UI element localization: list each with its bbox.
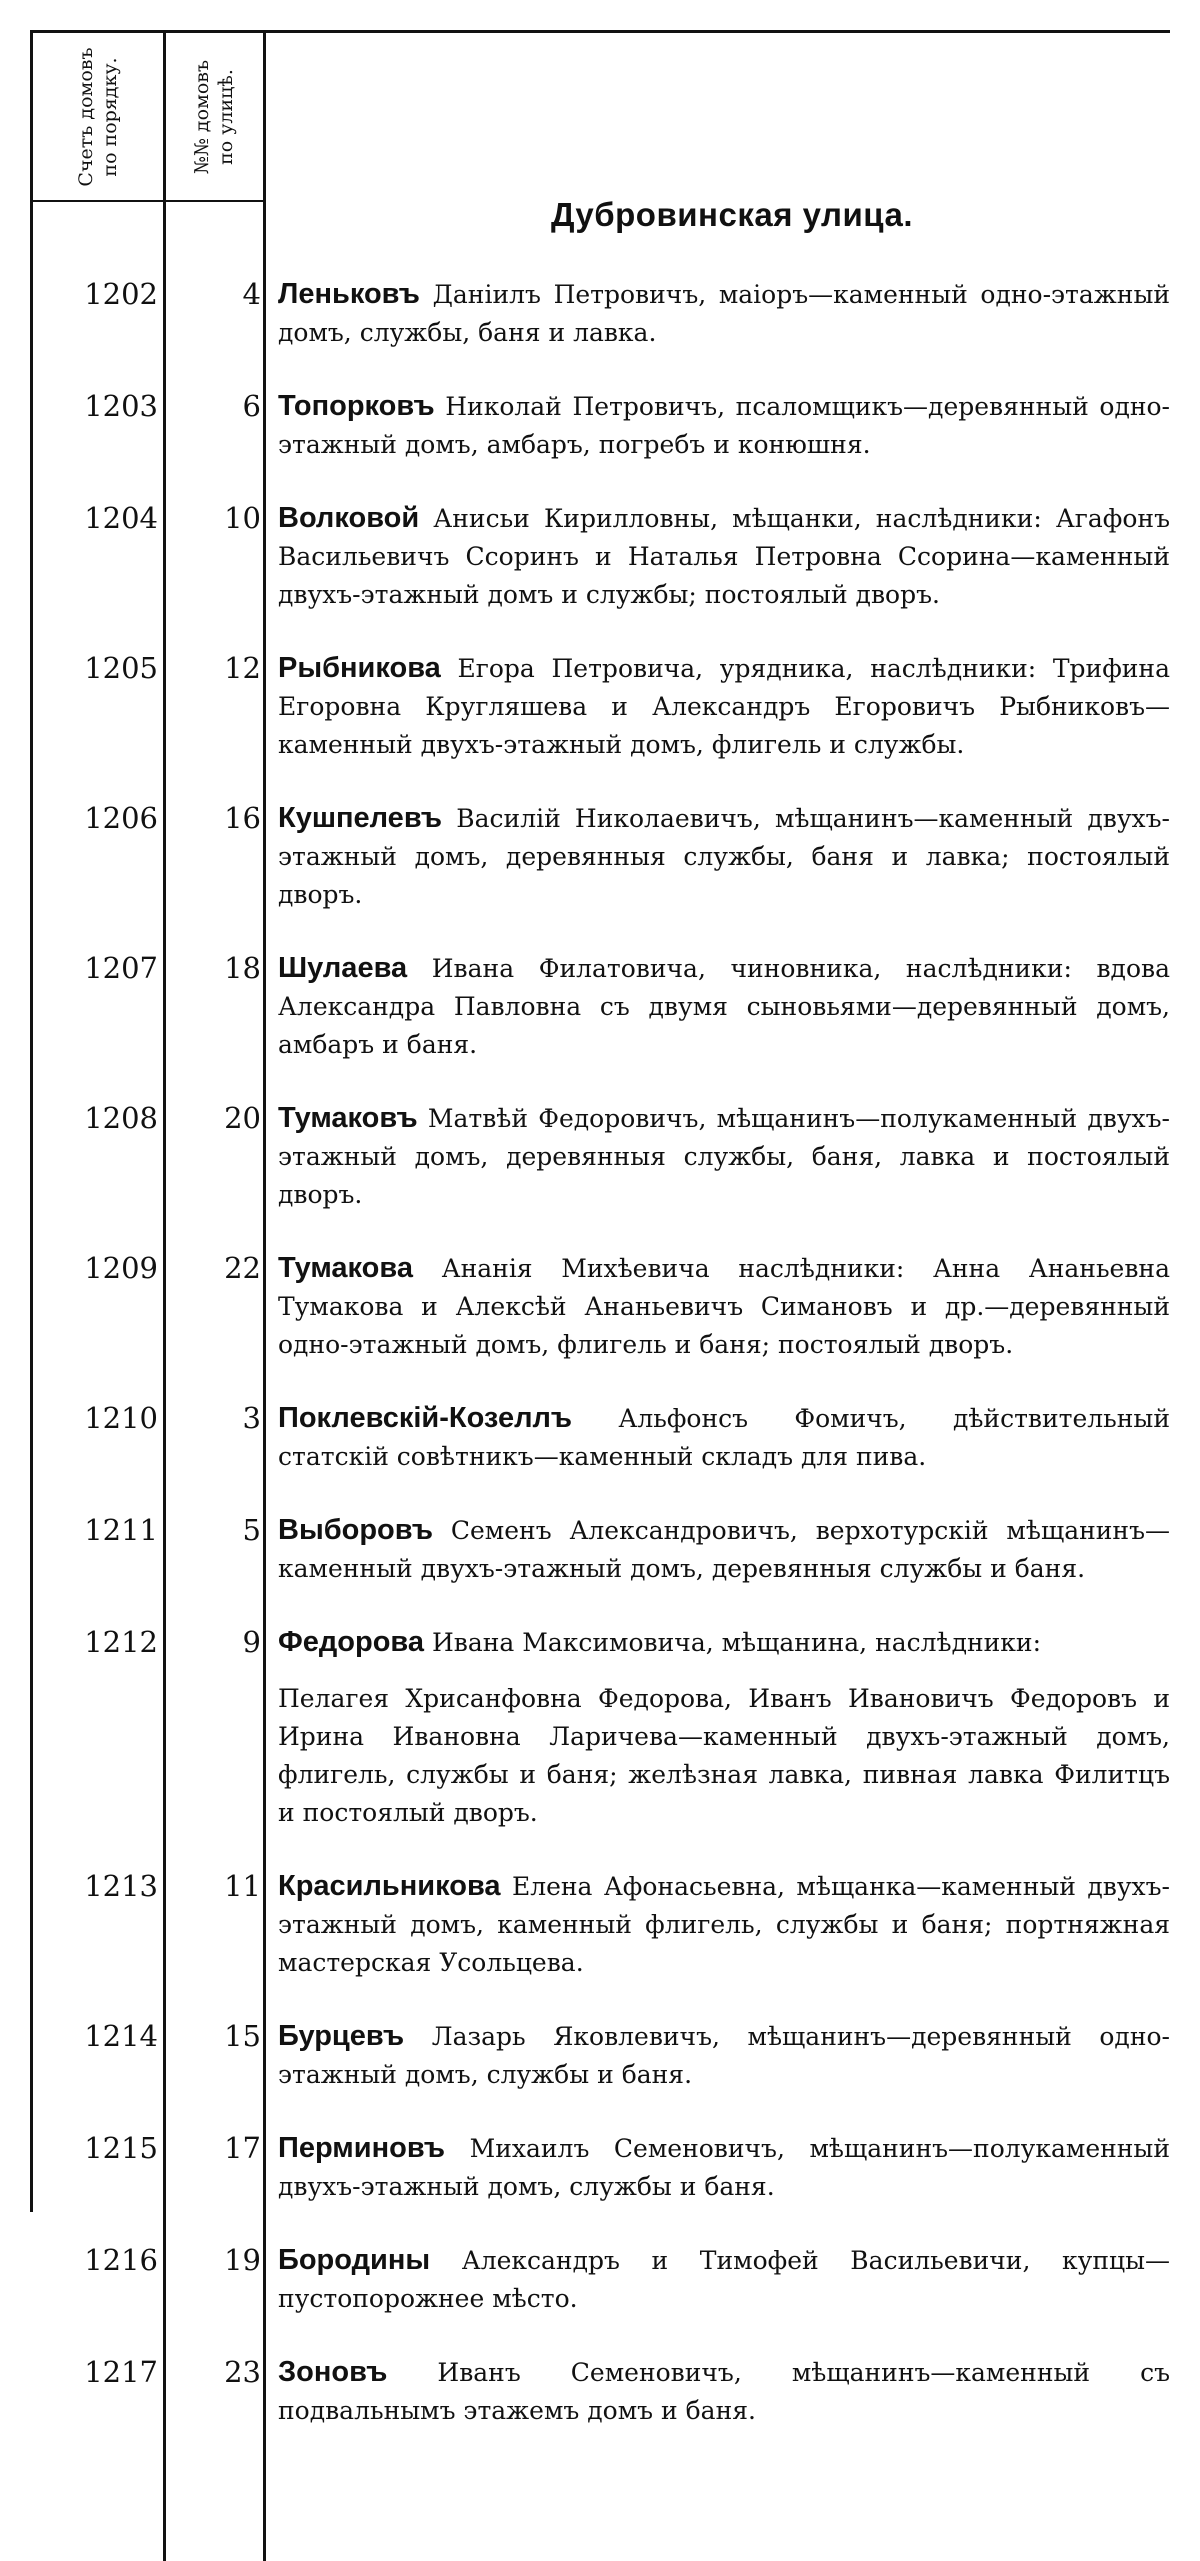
entry-text xyxy=(278,275,1170,352)
owner-name: Топорковъ xyxy=(278,390,435,422)
list-item xyxy=(0,1511,1200,1588)
owner-name: Рыбникова xyxy=(278,652,441,684)
entry-description: Альфонсъ Фомичъ, дѣйствительный статскій совѣтникъ—каменный складъ для пива. xyxy=(278,1404,1170,1471)
header-rule xyxy=(30,200,264,202)
list-item xyxy=(0,1867,1200,1982)
list-item xyxy=(0,2353,1200,2430)
entry-description: Даніилъ Петровичъ, маіоръ—каменный одно-этажный домъ, службы, баня и лавка. xyxy=(278,280,1170,347)
house-street-number: 23 xyxy=(224,2355,261,2389)
house-street-number: 5 xyxy=(242,1513,261,1547)
header-street-line2: по улицѣ. xyxy=(215,68,237,165)
list-item xyxy=(0,1099,1200,1214)
house-street-number: 20 xyxy=(224,1101,261,1135)
list-item xyxy=(0,387,1200,464)
entry-text xyxy=(278,649,1170,764)
entry-text xyxy=(278,799,1170,914)
house-order-number: 1211 xyxy=(84,1513,158,1547)
house-street-number: 12 xyxy=(224,651,261,685)
owner-name: Перминовъ xyxy=(278,2132,446,2164)
entry-continuation: Пелагея Хрисанфовна Федорова, Иванъ Ивановичъ Федоровъ и Ирина Ивановна Ларичева—каменный двухъ-этажный домъ, флигель, службы и баня; желѣзная лавка, пивная лавка Филитцъ и постоялый дворъ. xyxy=(278,1684,1170,1827)
owner-name: Тумаковъ xyxy=(278,1102,418,1134)
house-order-number: 1216 xyxy=(84,2243,158,2277)
entry-text xyxy=(278,2017,1170,2094)
owner-name: Тумакова xyxy=(278,1252,413,1284)
house-order-number: 1214 xyxy=(84,2019,158,2053)
entry-description: Ивана Филатовича, чиновника, наслѣдники: вдова Александра Павловна съ двумя сыновьями—деревянный домъ, амбаръ и баня. xyxy=(278,954,1170,1059)
house-street-number: 22 xyxy=(224,1251,261,1285)
list-item xyxy=(0,2129,1200,2206)
entry-description: Василій Николаевичъ, мѣщанинъ—каменный двухъ-этажный домъ, деревянныя службы, баня и лавка; постоялый дворъ. xyxy=(278,804,1170,909)
owner-name: Поклевскій-Козеллъ xyxy=(278,1402,573,1434)
entry-text xyxy=(278,1099,1170,1214)
entry-text xyxy=(278,2353,1170,2430)
owner-name: Красильникова xyxy=(278,1870,501,1902)
house-order-number: 1202 xyxy=(84,277,158,311)
house-street-number: 19 xyxy=(224,2243,261,2277)
entry-text xyxy=(278,1867,1170,1982)
house-street-number: 3 xyxy=(242,1401,261,1435)
house-order-number: 1207 xyxy=(84,951,158,985)
owner-name: Бурцевъ xyxy=(278,2020,405,2052)
house-street-number: 6 xyxy=(242,389,261,423)
entry-text xyxy=(278,1249,1170,1364)
owner-name: Шулаева xyxy=(278,952,408,984)
house-street-number: 4 xyxy=(242,277,261,311)
list-item xyxy=(0,1623,1200,1832)
entry-text xyxy=(278,2241,1170,2318)
entry-description: Николай Петровичъ, псаломщикъ—деревянный одно-этажный домъ, амбаръ, погребъ и конюшня. xyxy=(278,392,1170,459)
house-order-number: 1212 xyxy=(84,1625,158,1659)
house-order-number: 1205 xyxy=(84,651,158,685)
entry-text xyxy=(278,1511,1170,1588)
owner-name: Зоновъ xyxy=(278,2356,388,2388)
owner-name: Кушпелевъ xyxy=(278,802,443,834)
entry-text xyxy=(278,499,1170,614)
owner-name: Волковой xyxy=(278,502,420,534)
header-order-line1: Счетъ домовъ xyxy=(75,46,97,187)
house-street-number: 10 xyxy=(224,501,261,535)
house-street-number: 18 xyxy=(224,951,261,985)
street-title: Дубровинская улица. xyxy=(551,196,913,233)
header-street-number-column xyxy=(166,34,262,199)
list-item xyxy=(0,1249,1200,1364)
entry-description: Анисьи Кирилловны, мѣщанки, наслѣдники: Агафонъ Васильевичъ Ссоринъ и Наталья Петровна Ссорина—каменный двухъ-этажный домъ и службы; постоялый дворъ. xyxy=(278,504,1170,609)
list-item xyxy=(0,275,1200,352)
house-street-number: 11 xyxy=(224,1869,261,1903)
list-item xyxy=(0,2241,1200,2318)
list-item xyxy=(0,799,1200,914)
entry-description: Семенъ Александровичъ, верхотурскій мѣщанинъ—каменный двухъ-этажный домъ, деревянныя службы и баня. xyxy=(278,1516,1170,1583)
house-order-number: 1213 xyxy=(84,1869,158,1903)
house-order-number: 1217 xyxy=(84,2355,158,2389)
house-order-number: 1203 xyxy=(84,389,158,423)
entry-text xyxy=(278,949,1170,1064)
entry-text xyxy=(278,2129,1170,2206)
entry-description: Матвѣй Федоровичъ, мѣщанинъ—полукаменный двухъ-этажный домъ, деревянныя службы, баня, лавка и постоялый дворъ. xyxy=(278,1104,1170,1209)
owner-name: Бородины xyxy=(278,2244,431,2276)
house-order-number: 1210 xyxy=(84,1401,158,1435)
entry-description: Михаилъ Семеновичъ, мѣщанинъ—полукаменный двухъ-этажный домъ, службы и баня. xyxy=(278,2134,1170,2201)
house-street-number: 15 xyxy=(224,2019,261,2053)
house-order-number: 1209 xyxy=(84,1251,158,1285)
house-order-number: 1204 xyxy=(84,501,158,535)
entry-description: Лазарь Яковлевичъ, мѣщанинъ—деревянный одно-этажный домъ, службы и баня. xyxy=(278,2022,1170,2089)
house-street-number: 9 xyxy=(242,1625,261,1659)
list-item xyxy=(0,949,1200,1064)
list-item xyxy=(0,649,1200,764)
house-street-number: 17 xyxy=(224,2131,261,2165)
owner-name: Леньковъ xyxy=(278,278,420,310)
header-order-line2: по порядку. xyxy=(99,56,121,177)
entry-text xyxy=(278,1623,1170,1832)
entry-description: Александръ и Тимофей Васильевичи, купцы—пустопорожнее мѣсто. xyxy=(278,2246,1170,2313)
entry-description: Ананія Михѣевича наслѣдники: Анна Ананьевна Тумакова и Алексѣй Ананьевичъ Симановъ и др.—деревянный одно-этажный домъ, флигель и баня; постоялый дворъ. xyxy=(278,1254,1170,1359)
entry-description: Ивана Максимовича, мѣщанина, наслѣдники: xyxy=(424,1628,1042,1657)
house-order-number: 1206 xyxy=(84,801,158,835)
house-street-number: 16 xyxy=(224,801,261,835)
entry-text xyxy=(278,1399,1170,1476)
owner-name: Выборовъ xyxy=(278,1514,434,1546)
list-item xyxy=(0,2017,1200,2094)
entry-text xyxy=(278,387,1170,464)
list-item xyxy=(0,1399,1200,1476)
list-item xyxy=(0,499,1200,614)
top-rule xyxy=(30,30,1170,33)
house-order-number: 1208 xyxy=(84,1101,158,1135)
entry-list xyxy=(0,275,1200,2465)
header-order-column xyxy=(34,34,162,199)
entry-description: Егора Петровича, урядника, наслѣдники: Трифина Егоровна Кругляшева и Александръ Егоровичъ Рыбниковъ—каменный двухъ-этажный домъ, флигель и службы. xyxy=(278,654,1170,759)
header-street-line1: №№ домовъ xyxy=(191,59,213,174)
owner-name: Федорова xyxy=(278,1626,425,1658)
house-order-number: 1215 xyxy=(84,2131,158,2165)
entry-description: Елена Афонасьевна, мѣщанка—каменный двухъ-этажный домъ, каменный флигель, службы и баня; портняжная мастерская Усольцева. xyxy=(278,1872,1170,1977)
entry-description: Иванъ Семеновичъ, мѣщанинъ—каменный съ подвальнымъ этажемъ домъ и баня. xyxy=(278,2358,1170,2425)
